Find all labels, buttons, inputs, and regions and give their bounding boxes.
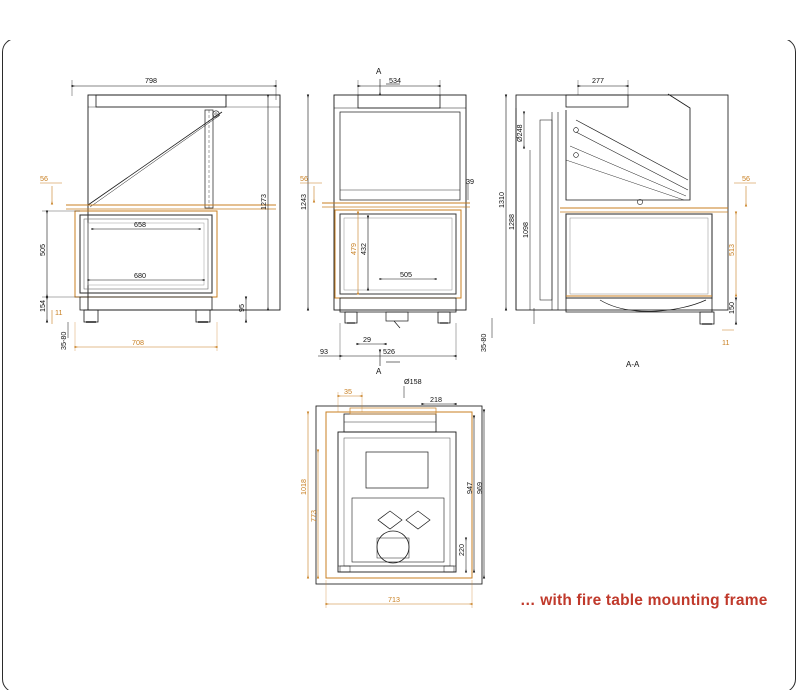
svg-text:A-A: A-A — [626, 360, 640, 369]
svg-text:969: 969 — [475, 482, 484, 494]
svg-text:505: 505 — [400, 270, 412, 279]
svg-text:513: 513 — [727, 244, 736, 256]
svg-text:Ø158: Ø158 — [404, 377, 422, 386]
svg-text:Ø248: Ø248 — [515, 124, 524, 142]
svg-text:150: 150 — [727, 302, 736, 314]
svg-text:1310: 1310 — [497, 192, 506, 208]
front-view — [38, 76, 280, 351]
svg-text:29: 29 — [363, 335, 371, 344]
svg-text:1288: 1288 — [507, 214, 516, 230]
top-margin — [0, 0, 800, 40]
side-view — [299, 67, 474, 376]
svg-text:680: 680 — [134, 271, 146, 280]
svg-text:35-80: 35-80 — [59, 331, 68, 350]
svg-text:526: 526 — [383, 347, 395, 356]
svg-text:947: 947 — [465, 482, 474, 494]
svg-text:93: 93 — [320, 347, 328, 356]
svg-text:A: A — [376, 367, 382, 376]
svg-text:A: A — [376, 67, 382, 76]
svg-text:56: 56 — [40, 174, 48, 183]
svg-text:534: 534 — [389, 76, 401, 85]
svg-text:505: 505 — [38, 244, 47, 256]
svg-text:39: 39 — [466, 177, 474, 186]
svg-text:220: 220 — [457, 544, 466, 556]
svg-text:35: 35 — [344, 387, 352, 396]
svg-text:1273: 1273 — [259, 194, 268, 210]
svg-text:432: 432 — [359, 243, 368, 255]
svg-text:154: 154 — [38, 300, 47, 312]
svg-text:56: 56 — [300, 174, 308, 183]
svg-text:1243: 1243 — [299, 194, 308, 210]
svg-text:56: 56 — [742, 174, 750, 183]
section-view — [479, 76, 756, 369]
svg-text:773: 773 — [309, 510, 318, 522]
svg-text:1018: 1018 — [299, 479, 308, 495]
svg-text:708: 708 — [132, 338, 144, 347]
bottom-margin — [0, 690, 800, 700]
svg-text:479: 479 — [349, 243, 358, 255]
svg-text:713: 713 — [388, 595, 400, 604]
svg-text:798: 798 — [145, 76, 157, 85]
svg-text:277: 277 — [592, 76, 604, 85]
slide-caption: … with fire table mounting frame — [520, 592, 768, 609]
svg-text:11: 11 — [722, 338, 730, 347]
svg-text:658: 658 — [134, 220, 146, 229]
svg-text:218: 218 — [430, 395, 442, 404]
svg-text:1098: 1098 — [521, 222, 530, 238]
svg-text:35-80: 35-80 — [479, 333, 488, 352]
svg-text:95: 95 — [237, 304, 246, 312]
svg-text:11: 11 — [55, 308, 63, 317]
plan-view — [299, 377, 484, 608]
